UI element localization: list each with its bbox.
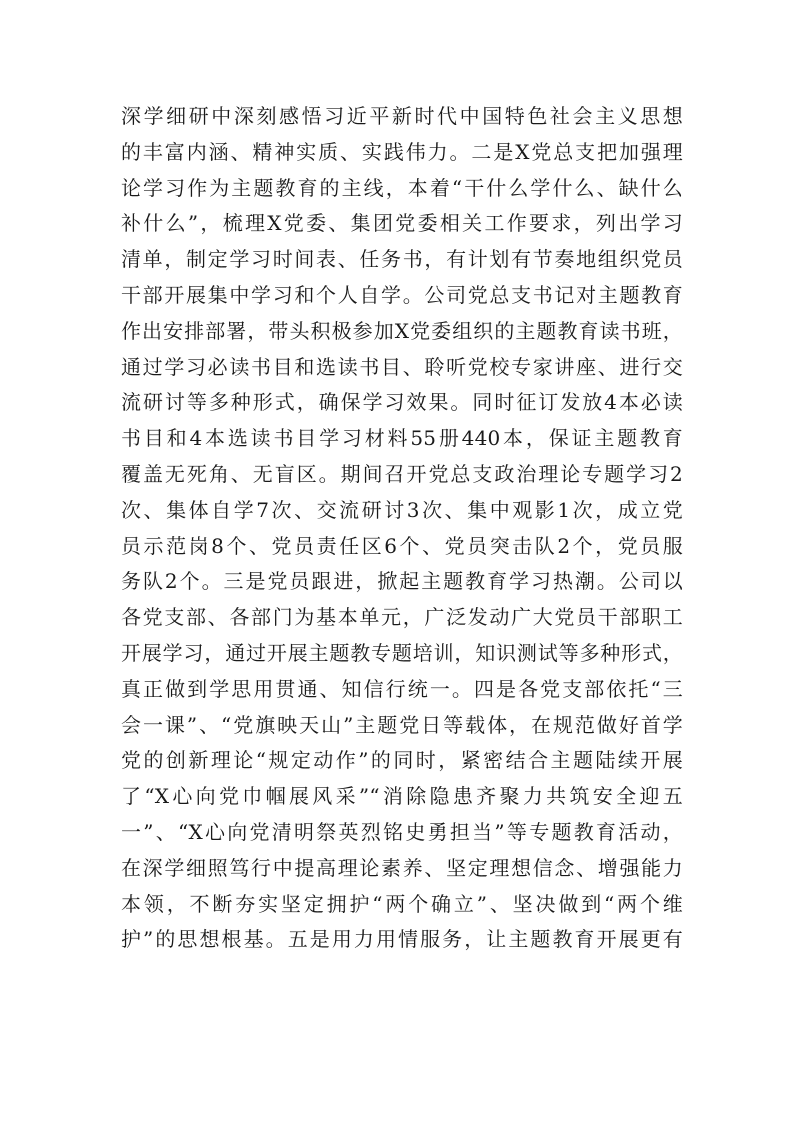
text-line: 各党支部、各部门为基本单元，广泛发动广大党员干部职工 [121,605,683,630]
text-line: 论学习作为主题教育的主线，本着“干什么学什么、缺什么 [121,175,683,200]
text-line: 流研讨等多种形式，确保学习效果。同时征订发放4本必读 [121,390,683,415]
body-text [121,99,683,958]
text-line: 一”、“X心向党清明祭英烈铭史勇担当”等专题教育活动， [121,819,683,844]
text-line: 本领，不断夯实坚定拥护“两个确立”、坚决做到“两个维 [121,891,683,916]
text-line: 深学细研中深刻感悟习近平新时代中国特色社会主义思想 [121,104,683,128]
text-line: 开展学习，通过开展主题教专题培训，知识测试等多种形式， [121,640,683,665]
text-line: 清单，制定学习时间表、任务书，有计划有节奏地组织党员 [121,247,683,272]
text-line: 真正做到学思用贯通、知信行统一。四是各党支部依托“三 [121,676,683,701]
text-line: 干部开展集中学习和个人自学。公司党总支书记对主题教育 [121,282,683,307]
text-line: 通过学习必读书目和选读书目、聆听党校专家讲座、进行交 [121,354,683,379]
text-line: 作出安排部署，带头积极参加X党委组织的主题教育读书班， [121,318,683,343]
text-line: 书目和4本选读书目学习材料55册440本，保证主题教育 [121,426,683,451]
text-line: 补什么”，梳理X党委、集团党委相关工作要求，列出学习 [121,211,683,236]
text-line: 会一课”、“党旗映天山”主题党日等载体，在规范做好首学 [121,712,683,737]
text-line: 的丰富内涵、精神实质、实践伟力。二是X党总支把加强理 [121,139,683,164]
text-line: 党的创新理论“规定动作”的同时，紧密结合主题陆续开展 [121,748,683,773]
text-line: 了“X心向党巾帼展风采”“消除隐患齐聚力共筑安全迎五 [121,784,683,809]
text-line: 护”的思想根基。五是用力用情服务，让主题教育开展更有 [121,927,683,952]
text-line: 次、集体自学7次、交流研讨3次、集中观影1次，成立党 [121,497,683,522]
text-line: 务队2个。三是党员跟进，掀起主题教育学习热潮。公司以 [121,569,683,594]
text-line: 在深学细照笃行中提高理论素养、坚定理想信念、增强能力 [121,855,683,880]
text-line: 员示范岗8个、党员责任区6个、党员突击队2个，党员服 [121,533,683,558]
text-line: 覆盖无死角、无盲区。期间召开党总支政治理论专题学习2 [121,461,683,486]
